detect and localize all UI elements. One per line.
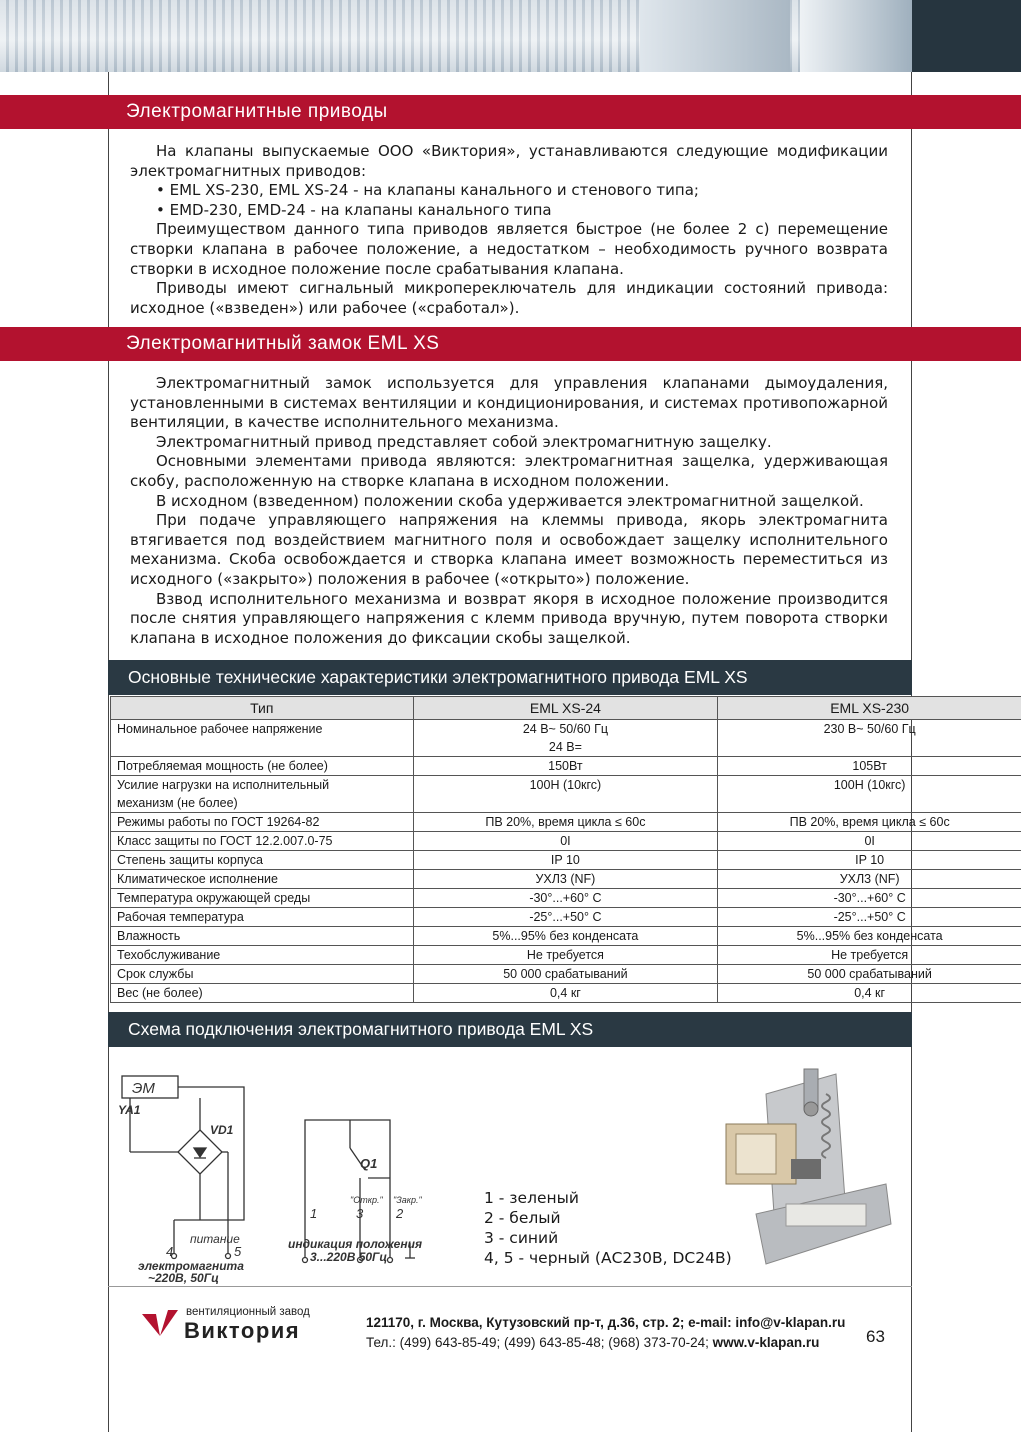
cell-text: 5%...95% без конденсата [796,929,943,943]
cell-text: -25°...+50° С [529,910,602,924]
cell-text: Вес (не более) [117,986,203,1000]
cell-text: 0,4 кг [854,986,886,1000]
table-row [111,870,1021,889]
cell-text: УХЛ3 (NF) [839,872,900,886]
terminal-5: 5 [234,1244,242,1259]
cell-text: 150Вт [548,759,583,773]
table-cell [413,927,718,946]
lock-p2: Электромагнитный привод представляет собой электромагнитную защелку. [156,432,772,451]
header-image [0,0,912,72]
cell-text: Не требуется [831,948,909,962]
cell-text: -30°...+60° С [833,891,906,905]
cell-text: Температура окружающей среды [117,891,311,905]
cell-text: ПВ 20%, время цикла ≤ 60с [485,815,646,829]
table-cell [111,984,414,1003]
closed-label: "Закр." [393,1195,422,1205]
power-label-1: питание [190,1232,240,1246]
drives-bullet-1: • EML XS-230, EML XS-24 - на клапаны канального и стенового типа; [156,181,699,200]
wiring-schematic [110,1058,470,1284]
legend-item: 2 - белый [484,1209,561,1227]
terminal-2: 2 [396,1206,404,1221]
legend-item: 4, 5 - черный (АС230В, DC24B) [484,1249,732,1267]
table-cell [718,946,1021,965]
cell-text: Срок службы [117,967,194,981]
footer-phones [366,1333,845,1353]
table-cell [111,870,414,889]
cell-text: -25°...+50° С [833,910,906,924]
drives-bullet-2: • EMD-230, EMD-24 - на клапаны канального типа [156,200,552,219]
table-row [111,813,1021,832]
table-cell [718,776,1021,813]
table-row [111,832,1021,851]
drives-text [130,142,888,318]
cell-text: Не требуется [526,948,604,962]
cell-text: Влажность [117,929,181,943]
section-title-specs: Основные технические характеристики электромагнитного привода EML XS [108,660,912,695]
table-cell [413,889,718,908]
table-cell [413,832,718,851]
cell-text: -30°...+60° С [529,891,602,905]
table-cell [718,889,1021,908]
cell-text: Режимы работы по ГОСТ 19264-82 [117,815,320,829]
table-cell [111,965,414,984]
cell-text: 5%...95% без конденсата [492,929,639,943]
table-row [111,984,1021,1003]
power-label-2: электромагнита [138,1259,244,1273]
table-cell [413,813,718,832]
cell-text: Класс защиты по ГОСТ 12.2.007.0-75 [117,834,333,848]
table-cell [111,946,414,965]
indication-label-1: индикация положения [288,1237,423,1251]
table-cell [111,720,414,757]
left-rule [108,72,109,1432]
table-cell [718,813,1021,832]
drives-p2: Преимуществом данного типа приводов является быстрое (не более 2 с) перемещение створки клапана в рабочее положение, а недостатком – необходимость ручного возврата створки в исходное положение после срабатывания клапана. [130,220,888,278]
section-title-lock: Электромагнитный замок EML XS [0,327,1021,361]
table-row [111,908,1021,927]
cell-text: Усилие нагрузки на исполнительный [117,778,330,792]
indication-label-2: 3...220В 50Гц [310,1250,388,1264]
footer-website[interactable]: www.v-klapan.ru [712,1335,820,1350]
cell-text: 0I [864,834,875,848]
legend-item: 3 - синий [484,1229,559,1247]
product-photo [716,1064,896,1274]
table-cell [413,720,718,757]
table-cell [413,776,718,813]
cell-text: ПВ 20%, время цикла ≤ 60с [789,815,950,829]
table-header: Тип [111,697,414,720]
logo-name: Виктория [184,1318,301,1343]
table-header-row [111,697,1021,720]
table-cell [718,908,1021,927]
table-cell [111,889,414,908]
section-title-wiring: Схема подключения электромагнитного привода EML XS [108,1012,912,1047]
cell-text: Степень защиты корпуса [117,853,263,867]
table-cell [111,832,414,851]
lock-p5: При подаче управляющего напряжения на клеммы привода, якорь электромагнита втягивается под воздействием магнитного поля и освобождает защелку исполнительного механизма. Скоба освобождается и створка клапана имеет возможность переместиться из исходного («закрыто») положения в рабочее («открыто») положение. [130,511,888,588]
table-cell [111,851,414,870]
ya1-label: YA1 [118,1103,141,1117]
table-cell [718,832,1021,851]
table-cell [111,908,414,927]
q1-label: Q1 [360,1156,378,1171]
table-row [111,720,1021,757]
footer-rule [108,1286,912,1287]
open-label: "Откр." [350,1195,383,1205]
table-row [111,776,1021,813]
lock-p6: Взвод исполнительного механизма и возврат якоря в исходное положение производится после снятия управляющего напряжения с клемм привода вручную, путем поворота створки клапана в исходное положения до фиксации скобы защелкой. [130,589,888,647]
table-cell [413,946,718,965]
table-row [111,851,1021,870]
table-cell [111,776,414,813]
cell-text: 105Вт [852,759,887,773]
table-header: EML XS-24 [413,697,718,720]
table-cell [413,908,718,927]
footer-address: 121170, г. Москва, Кутузовский пр-т, д.36, стр. 2; e-mail: info@v-klapan.ru [366,1315,846,1330]
cell-text: 24 В~ 50/60 Гц [522,722,608,736]
table-row [111,889,1021,908]
table-cell [413,984,718,1003]
table-cell [111,757,414,776]
drives-p3: Приводы имеют сигнальный микропереключатель для индикации состояний привода: исходное («взведен») или рабочее («сработал»). [130,279,888,317]
footer-contacts [366,1313,845,1353]
header-dark-block [912,0,1021,72]
table-cell [718,851,1021,870]
table-row [111,927,1021,946]
cell-text: 50 000 срабатываний [807,967,932,981]
lock-text [130,374,888,648]
table-row [111,965,1021,984]
logo-caption: вентиляционный завод [186,1306,310,1318]
table-cell [413,757,718,776]
cell-text: Техобслуживание [117,948,221,962]
cell-text: Климатическое исполнение [117,872,278,886]
specs-table [110,696,1021,1003]
cell-text: 100Н (10кгс) [833,778,906,792]
cell-text: 50 000 срабатываний [503,967,628,981]
table-cell [718,870,1021,889]
cell-text: Потребляемая мощность (не более) [117,759,328,773]
table-cell [718,927,1021,946]
lock-p4: В исходном (взведенном) положении скоба удерживается электромагнитной защелкой. [156,491,864,510]
cell-text: 100Н (10кгс) [529,778,602,792]
table-header: EML XS-230 [718,697,1021,720]
page-number: 63 [866,1327,885,1346]
cell-text-extra: механизм (не более) [117,796,238,810]
drives-p1: На клапаны выпускаемые ООО «Виктория», устанавливаются следующие модификации электромагнитных приводов: [130,142,888,180]
table-cell [718,984,1021,1003]
cell-text: УХЛ3 (NF) [535,872,596,886]
cell-text: 0I [560,834,571,848]
cell-text: IP 10 [550,853,580,867]
legend-item: 1 - зеленый [484,1189,579,1207]
lock-p1: Электромагнитный замок используется для управления клапанами дымоудаления, установленными в системах вентиляции и кондиционирования, и системах противопожарной вентиляции, в качестве исполнительного механизма. [130,374,888,432]
terminal-3: 3 [356,1206,364,1221]
table-row [111,757,1021,776]
table-cell [111,927,414,946]
em-label: ЭМ [132,1080,155,1097]
cell-text: 0,4 кг [549,986,581,1000]
table-row [111,946,1021,965]
terminal-1: 1 [310,1206,318,1221]
logo-mark-icon [140,1306,180,1346]
table-cell [413,851,718,870]
section-title-drives: Электромагнитные приводы [0,95,1021,129]
cell-text: 230 В~ 50/60 Гц [823,722,916,736]
table-cell [718,720,1021,757]
wire-color-legend [484,1188,732,1268]
table-cell [413,870,718,889]
footer-phone-numbers: Тел.: (499) 643-85-49; (499) 643-85-48; (968) 373-70-24; [366,1335,713,1350]
cell-text-extra: 24 В= [548,740,582,754]
lock-p3: Основными элементами привода являются: электромагнитная защелка, удерживающая скобу, расположенную на створке клапана в исходном положении. [130,452,888,490]
terminal-4: 4 [166,1244,174,1259]
table-cell [111,813,414,832]
table-cell [413,965,718,984]
table-cell [718,757,1021,776]
cell-text: Рабочая температура [117,910,244,924]
power-label-3: ~220В, 50Гц [148,1271,219,1284]
table-cell [718,965,1021,984]
cell-text: IP 10 [855,853,885,867]
cell-text: Номинальное рабочее напряжение [117,722,323,736]
vd1-label: VD1 [210,1123,234,1137]
